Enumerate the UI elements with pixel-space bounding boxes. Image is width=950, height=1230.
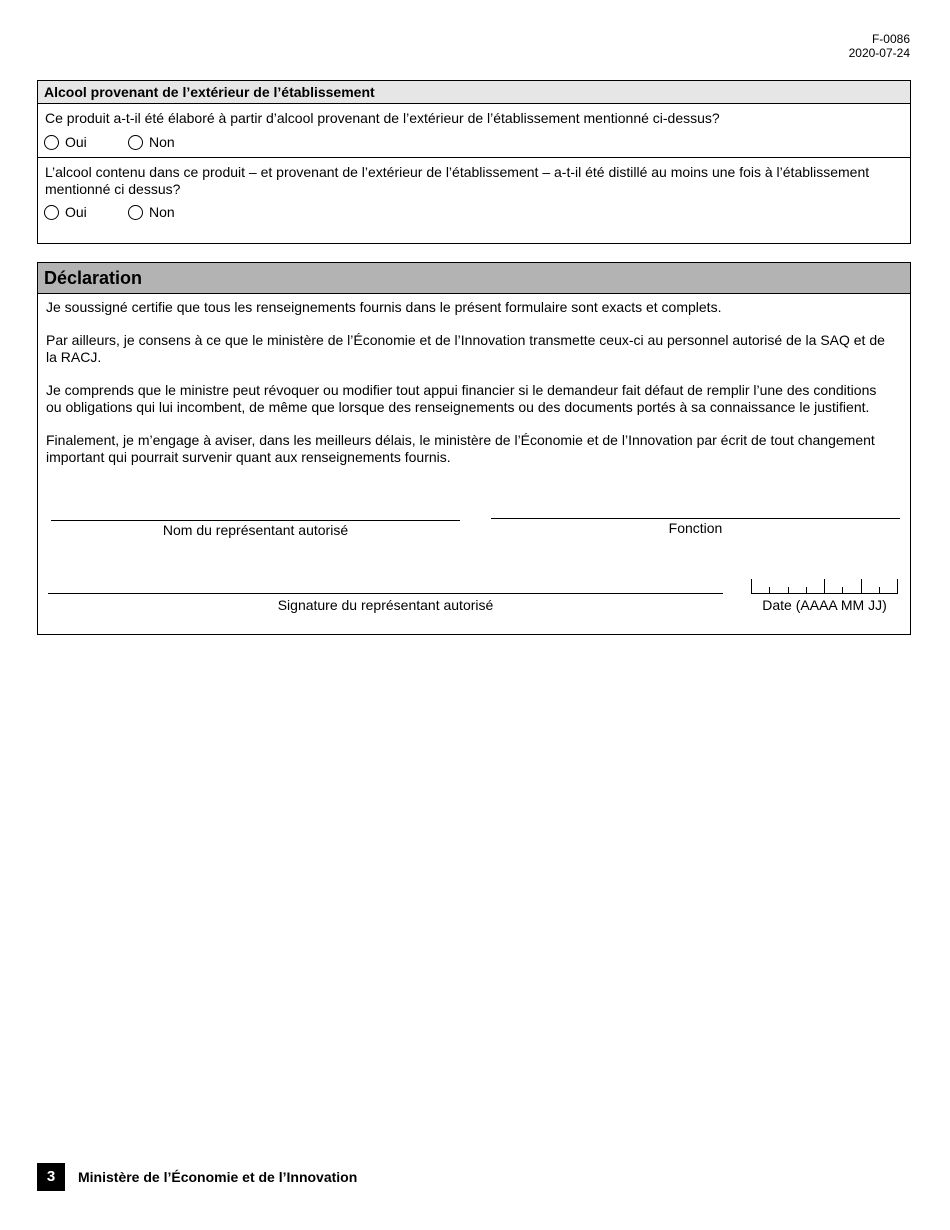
- date-tick: [806, 587, 807, 594]
- date-tick: [897, 579, 898, 594]
- external-alcohol-section: [37, 80, 911, 244]
- date-tick: [751, 579, 752, 594]
- q2-no-label: Non: [149, 204, 175, 220]
- section-title: Alcool provenant de l’extérieur de l’établissement: [38, 81, 910, 104]
- radio-circle-icon: [44, 135, 59, 150]
- q1-yes-radio[interactable]: [44, 134, 87, 150]
- q2-yes-label: Oui: [65, 204, 87, 220]
- declaration-paragraph-2: Par ailleurs, je consens à ce que le ministère de l’Économie et de l’Innovation transmette ceux-ci au personnel autorisé de la SAQ et de la RACJ.: [46, 332, 885, 365]
- name-label: Nom du représentant autorisé: [162, 522, 349, 538]
- declaration-paragraph-1: Je soussigné certifie que tous les renseignements fournis dans le présent formulaire sont exacts et complets.: [46, 299, 722, 315]
- question-2-options: [38, 204, 910, 226]
- date-tick: [861, 579, 862, 594]
- page-number: 3: [37, 1163, 65, 1191]
- q2-no-radio[interactable]: [128, 204, 175, 220]
- radio-circle-icon: [128, 205, 143, 220]
- question-2: L’alcool contenu dans ce produit – et provenant de l’extérieur de l’établissement – a-t-il été distillé au moins une fois à l’établissement mentionné ci dessus?: [45, 164, 870, 197]
- date-tick: [824, 579, 825, 594]
- question-1-options: [38, 134, 910, 156]
- date-field[interactable]: [751, 579, 898, 594]
- signature-label: Signature du représentant autorisé: [277, 597, 494, 613]
- q1-no-label: Non: [149, 134, 175, 150]
- date-tick: [842, 587, 843, 594]
- question-1: Ce produit a-t-il été élaboré à partir d’alcool provenant de l’extérieur de l’établissement mentionné ci-dessus?: [45, 110, 720, 126]
- function-field-line[interactable]: [491, 518, 900, 519]
- date-tick: [788, 587, 789, 594]
- declaration-title: Déclaration: [38, 263, 910, 294]
- date-tick: [879, 587, 880, 594]
- function-label: Fonction: [668, 520, 723, 536]
- ministry-name: Ministère de l’Économie et de l’Innovation: [78, 1169, 358, 1185]
- form-number: F-0086: [871, 32, 910, 46]
- name-field-line[interactable]: [51, 520, 460, 521]
- q2-yes-radio[interactable]: [44, 204, 87, 220]
- date-label: Date (AAAA MM JJ): [762, 597, 887, 613]
- declaration-paragraph-3: Je comprends que le ministre peut révoquer ou modifier tout appui financier si le demandeur fait défaut de remplir l’une des conditions ou obligations qui lui incombent, de même que lorsque des renseignements ou des documents portés à sa connaissance le justifient.: [46, 382, 877, 415]
- q1-yes-label: Oui: [65, 134, 87, 150]
- date-tick: [769, 587, 770, 594]
- form-code: [849, 32, 910, 60]
- radio-circle-icon: [44, 205, 59, 220]
- radio-circle-icon: [128, 135, 143, 150]
- declaration-paragraph-4: Finalement, je m’engage à aviser, dans les meilleurs délais, le ministère de l’Économie et de l’Innovation par écrit de tout changement important qui pourrait survenir quant aux renseignements fournis.: [46, 432, 875, 465]
- signature-field-line[interactable]: [48, 593, 723, 594]
- declaration-section: [37, 262, 911, 635]
- form-date: 2020-07-24: [848, 46, 910, 60]
- q1-no-radio[interactable]: [128, 134, 175, 150]
